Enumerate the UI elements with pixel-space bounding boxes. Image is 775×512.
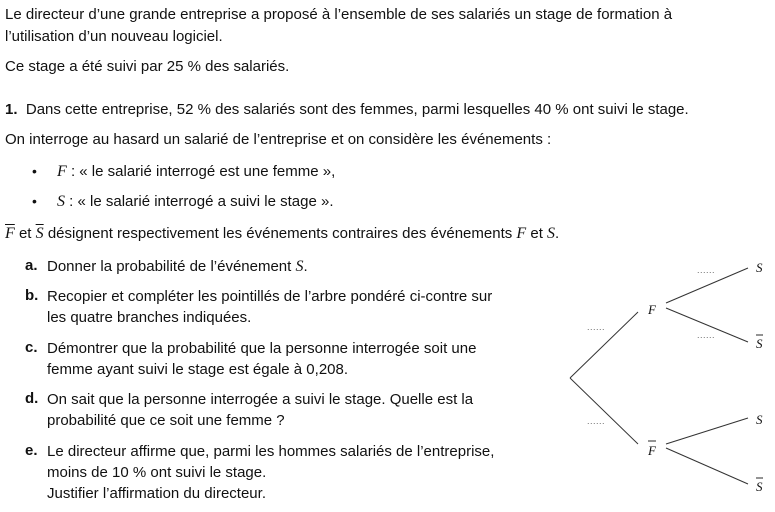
question-a-text-2: . — [303, 258, 308, 275]
tree-dots-f-sbar: ...... — [697, 330, 716, 340]
tree-node-fbar: F — [648, 443, 656, 458]
event-f-text: : « le salarié interrogé est une femme », — [70, 163, 336, 180]
tree-dots-fbar: ...... — [587, 416, 606, 426]
question-e-line-3: Justifier l’affirmation du directeur. — [47, 485, 266, 502]
event-s-text: : « le salarié interrogé a suivi le stage ». — [69, 193, 334, 210]
question-a-text-1: Donner la probabilité de l’événement — [47, 258, 292, 275]
tree-dots-f-s: ...... — [697, 265, 716, 275]
question-1-text: Dans cette entreprise, 52 % des salariés sont des femmes, parmi lesquelles 40 % ont suivi le stage. — [25, 101, 689, 118]
question-c-line-1: Démontrer que la probabilité que la personne interrogée soit une — [47, 340, 477, 357]
contraires-period: . — [555, 225, 560, 242]
question-1-number: 1. — [5, 101, 18, 118]
contraires-text: désignent respectivement les événements contraires des événements — [47, 225, 513, 242]
question-a-symbol: S — [295, 258, 304, 275]
question-d-line-1: On sait que la personne interrogée a suivi le stage. Quelle est la — [47, 391, 474, 408]
question-b-line-2: les quatre branches indiquées. — [47, 309, 252, 326]
intro-line-2: l’utilisation d’un nouveau logiciel. — [5, 28, 223, 45]
question-e-line-1: Le directeur affirme que, parmi les hommes salariés de l’entreprise, — [47, 443, 495, 460]
intro-line-1: Le directeur d’une grande entreprise a proposé à l’ensemble de ses salariés un stage de formation à — [5, 6, 673, 23]
tree-leaf-s-bottom: S — [756, 412, 763, 427]
question-c-label: c. — [25, 339, 38, 356]
bullet-icon: • — [32, 163, 37, 179]
question-d-line-2: probabilité que ce soit une femme ? — [47, 412, 285, 429]
contraires-et: et — [530, 225, 543, 242]
tree-branch-root-fbar — [570, 378, 638, 444]
question-d-label: d. — [25, 390, 39, 407]
question-b-line-1: Recopier et compléter les pointillés de l’arbre pondéré ci-contre sur — [47, 288, 493, 305]
fbar-symbol: $\overline{F}$ — [5, 225, 15, 242]
event-f-symbol: F — [57, 163, 67, 180]
question-c-line-2: femme ayant suivi le stage est égale à 0,208. — [47, 361, 349, 378]
intro-line-3: Ce stage a été suivi par 25 % des salariés. — [5, 58, 290, 75]
question-1-context: On interroge au hasard un salarié de l’entreprise et on considère les événements : — [5, 131, 552, 148]
sbar-symbol: $\overline{S}$ — [35, 225, 44, 242]
event-s-symbol: S — [57, 193, 65, 210]
tree-branch-fbar-s — [666, 418, 748, 444]
question-a-label: a. — [25, 257, 38, 274]
tree-node-f: F — [648, 302, 656, 317]
tree-dots-f: ...... — [587, 322, 606, 332]
tree-leaf-sbar-top: S — [756, 336, 763, 351]
contraires-and: et — [18, 225, 32, 242]
tree-leaf-sbar-bottom: S — [756, 479, 763, 494]
s-symbol: S — [547, 225, 556, 242]
tree-leaf-s-top: S — [756, 260, 763, 275]
question-e-label: e. — [25, 442, 38, 459]
bullet-icon: • — [32, 193, 37, 209]
f-symbol: F — [516, 225, 527, 242]
question-e-line-2: moins de 10 % ont suivi le stage. — [47, 464, 267, 481]
question-b-label: b. — [25, 287, 39, 304]
tree-branch-fbar-sbar — [666, 448, 748, 484]
